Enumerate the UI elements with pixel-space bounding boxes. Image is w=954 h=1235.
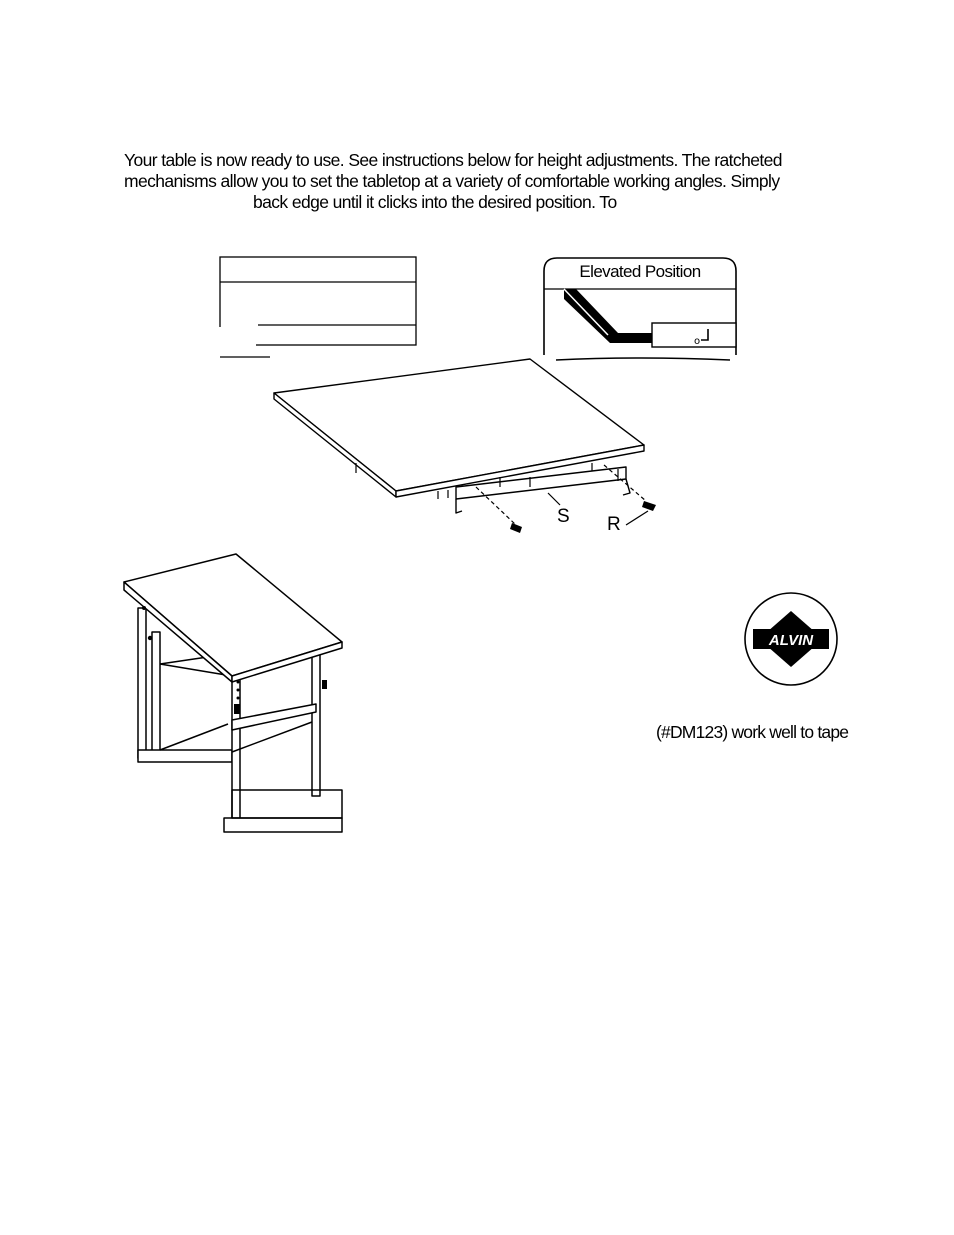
alvin-logo	[743, 591, 839, 687]
intro-paragraph	[124, 150, 844, 213]
intro-line-2: mechanisms allow you to set the tabletop at a variety of comfortable working angles. Simply	[124, 171, 780, 191]
info-table-box	[218, 255, 420, 360]
part-label-r: R	[607, 514, 621, 535]
svg-text:o: o	[694, 336, 701, 347]
svg-text:ALVIN: ALVIN	[768, 632, 814, 649]
tape-note: (#DM123) work well to tape	[656, 722, 849, 742]
part-label-s: S	[557, 506, 570, 527]
tabletop-illustration	[268, 355, 668, 535]
assembled-table-illustration	[122, 552, 350, 834]
intro-line-1: Your table is now ready to use. See instructions below for height adjustments. The ratcheted	[124, 150, 782, 170]
intro-line-3: back edge until it clicks into the desired position. To	[253, 192, 617, 212]
elevated-position-title: Elevated Position	[579, 262, 701, 281]
